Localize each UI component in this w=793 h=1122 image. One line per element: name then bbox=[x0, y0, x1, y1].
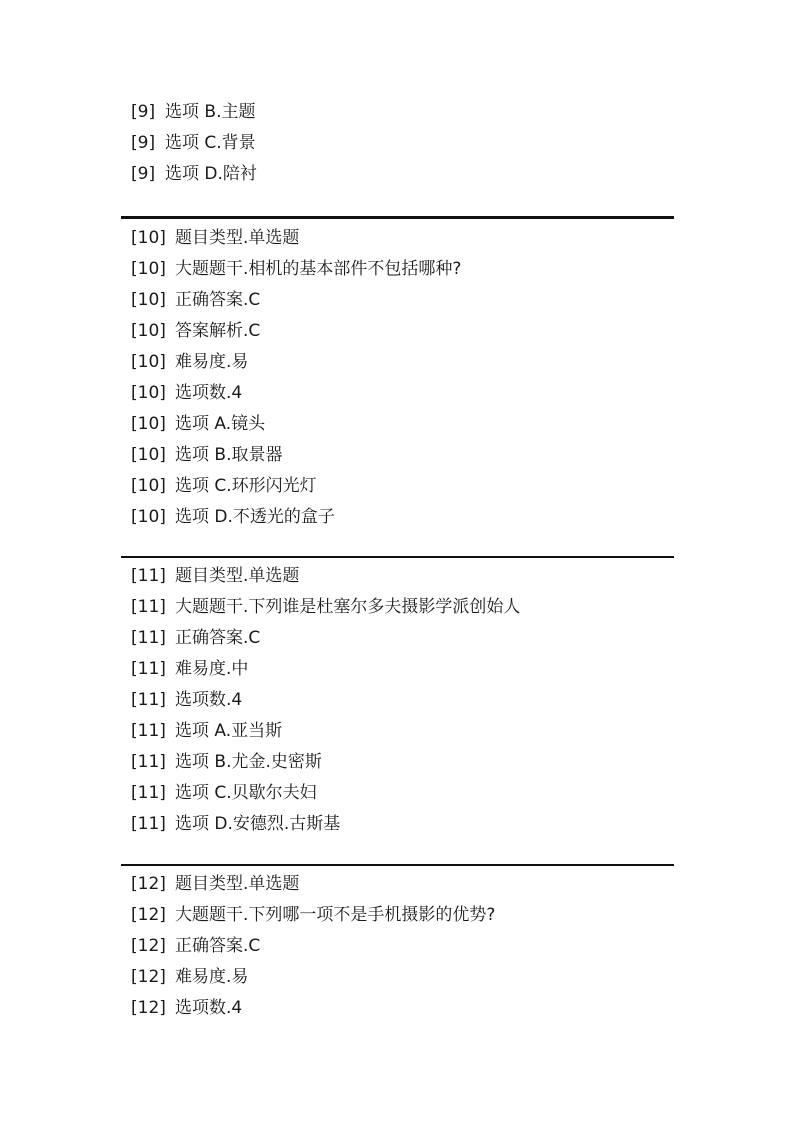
question-field: 选项 B.主题 bbox=[165, 102, 256, 122]
question-field: 选项 C.背景 bbox=[165, 133, 256, 153]
question-row bbox=[121, 347, 674, 378]
question-row bbox=[121, 869, 674, 900]
question-row bbox=[121, 747, 674, 778]
question-number: [12] bbox=[131, 967, 166, 987]
question-number: [12] bbox=[131, 874, 166, 894]
question-row bbox=[121, 716, 674, 747]
option-count: 选项数.4 bbox=[175, 998, 243, 1018]
question-row bbox=[121, 128, 674, 159]
question-number: [9] bbox=[131, 133, 156, 153]
question-row bbox=[121, 962, 674, 993]
difficulty: 难易度.易 bbox=[175, 967, 249, 987]
question-number: [10] bbox=[131, 383, 166, 403]
question-row bbox=[121, 778, 674, 809]
question-12-block bbox=[121, 864, 674, 1024]
question-row bbox=[121, 316, 674, 347]
question-type: 题目类型.单选题 bbox=[175, 566, 300, 586]
difficulty: 难易度.易 bbox=[175, 352, 249, 372]
question-number: [11] bbox=[131, 783, 166, 803]
question-number: [10] bbox=[131, 290, 166, 310]
option-d: 选项 D.不透光的盒子 bbox=[175, 507, 335, 527]
question-row bbox=[121, 623, 674, 654]
question-row bbox=[121, 97, 674, 128]
question-row bbox=[121, 654, 674, 685]
question-9-block bbox=[121, 97, 674, 190]
option-a: 选项 A.亚当斯 bbox=[175, 721, 283, 741]
question-row bbox=[121, 561, 674, 592]
question-row bbox=[121, 993, 674, 1024]
question-number: [11] bbox=[131, 721, 166, 741]
question-stem: 大题题干.相机的基本部件不包括哪种? bbox=[175, 259, 462, 279]
question-number: [10] bbox=[131, 228, 166, 248]
question-11-block bbox=[121, 556, 674, 840]
question-number: [11] bbox=[131, 814, 166, 834]
question-number: [11] bbox=[131, 566, 166, 586]
question-row bbox=[121, 409, 674, 440]
question-number: [9] bbox=[131, 102, 156, 122]
question-row bbox=[121, 471, 674, 502]
question-row bbox=[121, 440, 674, 471]
difficulty: 难易度.中 bbox=[175, 659, 249, 679]
question-number: [10] bbox=[131, 507, 166, 527]
question-number: [10] bbox=[131, 445, 166, 465]
question-row bbox=[121, 254, 674, 285]
question-number: [11] bbox=[131, 690, 166, 710]
question-number: [11] bbox=[131, 659, 166, 679]
option-c: 选项 C.贝歇尔夫妇 bbox=[175, 783, 317, 803]
question-row bbox=[121, 685, 674, 716]
question-number: [10] bbox=[131, 414, 166, 434]
question-type: 题目类型.单选题 bbox=[175, 874, 300, 894]
option-a: 选项 A.镜头 bbox=[175, 414, 266, 434]
question-number: [10] bbox=[131, 476, 166, 496]
question-number: [12] bbox=[131, 905, 166, 925]
correct-answer: 正确答案.C bbox=[175, 628, 261, 648]
option-count: 选项数.4 bbox=[175, 383, 243, 403]
question-number: [10] bbox=[131, 321, 166, 341]
question-stem: 大题题干.下列哪一项不是手机摄影的优势? bbox=[175, 905, 496, 925]
question-number: [11] bbox=[131, 752, 166, 772]
question-type: 题目类型.单选题 bbox=[175, 228, 300, 248]
option-c: 选项 C.环形闪光灯 bbox=[175, 476, 317, 496]
question-number: [10] bbox=[131, 352, 166, 372]
question-row bbox=[121, 285, 674, 316]
question-10-block bbox=[121, 216, 674, 533]
question-row bbox=[121, 502, 674, 533]
option-b: 选项 B.取景器 bbox=[175, 445, 283, 465]
question-number: [12] bbox=[131, 936, 166, 956]
question-number: [11] bbox=[131, 628, 166, 648]
question-row bbox=[121, 592, 674, 623]
correct-answer: 正确答案.C bbox=[175, 936, 261, 956]
question-row bbox=[121, 223, 674, 254]
correct-answer: 正确答案.C bbox=[175, 290, 261, 310]
question-stem: 大题题干.下列谁是杜塞尔多夫摄影学派创始人 bbox=[175, 597, 521, 617]
question-number: [12] bbox=[131, 998, 166, 1018]
question-row bbox=[121, 159, 674, 190]
answer-explanation: 答案解析.C bbox=[175, 321, 261, 341]
question-number: [11] bbox=[131, 597, 166, 617]
question-row bbox=[121, 809, 674, 840]
question-field: 选项 D.陪衬 bbox=[165, 164, 257, 184]
option-d: 选项 D.安德烈.古斯基 bbox=[175, 814, 341, 834]
question-row bbox=[121, 931, 674, 962]
option-b: 选项 B.尤金.史密斯 bbox=[175, 752, 322, 772]
question-number: [10] bbox=[131, 259, 166, 279]
question-row bbox=[121, 378, 674, 409]
question-number: [9] bbox=[131, 164, 156, 184]
question-row bbox=[121, 900, 674, 931]
option-count: 选项数.4 bbox=[175, 690, 243, 710]
